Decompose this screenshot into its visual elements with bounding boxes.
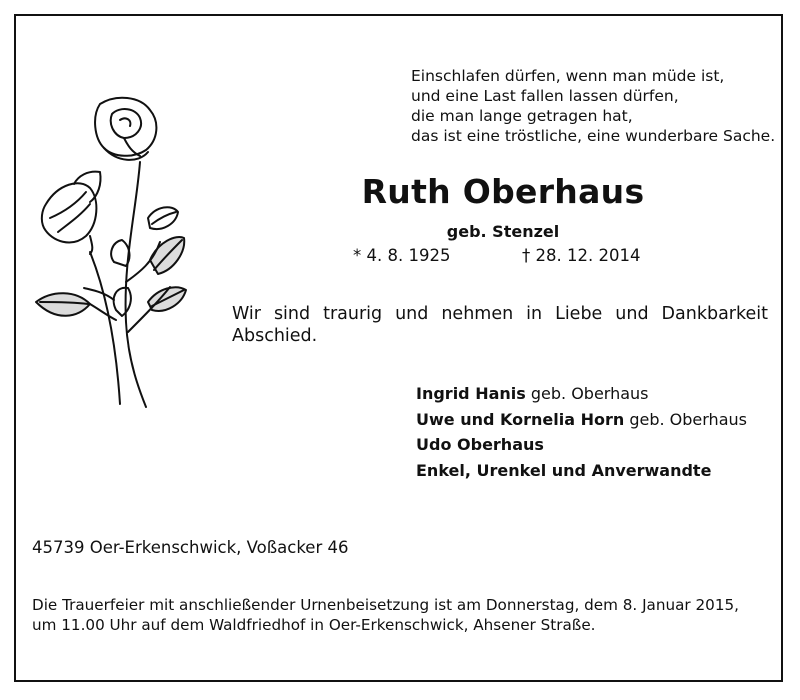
service-info: [32, 595, 772, 635]
farewell-text: Wir sind traurig und nehmen in Liebe und Dankbarkeit Abschied.: [232, 304, 768, 346]
service-line: Die Trauerfeier mit anschließender Urnenbeisetzung ist am Donnerstag, dem 8. Januar 2015,: [32, 596, 739, 614]
rose-illustration: [28, 92, 198, 410]
address: 45739 Oer-Erkenschwick, Voßacker 46: [32, 538, 349, 557]
mourner-name: Udo Oberhaus: [416, 435, 544, 454]
poem-line: das ist eine tröstliche, eine wunderbare Sache.: [411, 127, 776, 145]
poem-line: und eine Last fallen lassen dürfen,: [411, 87, 679, 105]
maiden-name: geb. Stenzel: [446, 222, 560, 241]
mourner-suffix: geb. Oberhaus: [525, 384, 649, 403]
mourner-entry: [416, 458, 747, 484]
mourner-name: Enkel, Urenkel und Anverwandte: [416, 460, 712, 480]
poem: [411, 66, 775, 146]
poem-line: die man lange getragen hat,: [411, 107, 633, 125]
poem-line: Einschlafen dürfen, wenn man müde ist,: [411, 67, 725, 85]
death-date: † 28. 12. 2014: [522, 246, 641, 265]
deceased-name: Ruth Oberhaus: [361, 172, 645, 211]
mourner-entry: [416, 432, 747, 458]
mourner-suffix: geb. Oberhaus: [624, 409, 747, 429]
mourners-list: [416, 381, 747, 483]
birth-date: * 4. 8. 1925: [353, 246, 451, 265]
mourner-entry: [416, 381, 747, 407]
service-line: um 11.00 Uhr auf dem Waldfriedhof in Oer-Erkenschwick, Ahsener Straße.: [32, 616, 596, 634]
mourner-name: Ingrid Hanis: [416, 384, 526, 403]
mourner-name: Uwe und Kornelia Horn: [416, 409, 625, 429]
mourner-entry: [416, 407, 747, 433]
